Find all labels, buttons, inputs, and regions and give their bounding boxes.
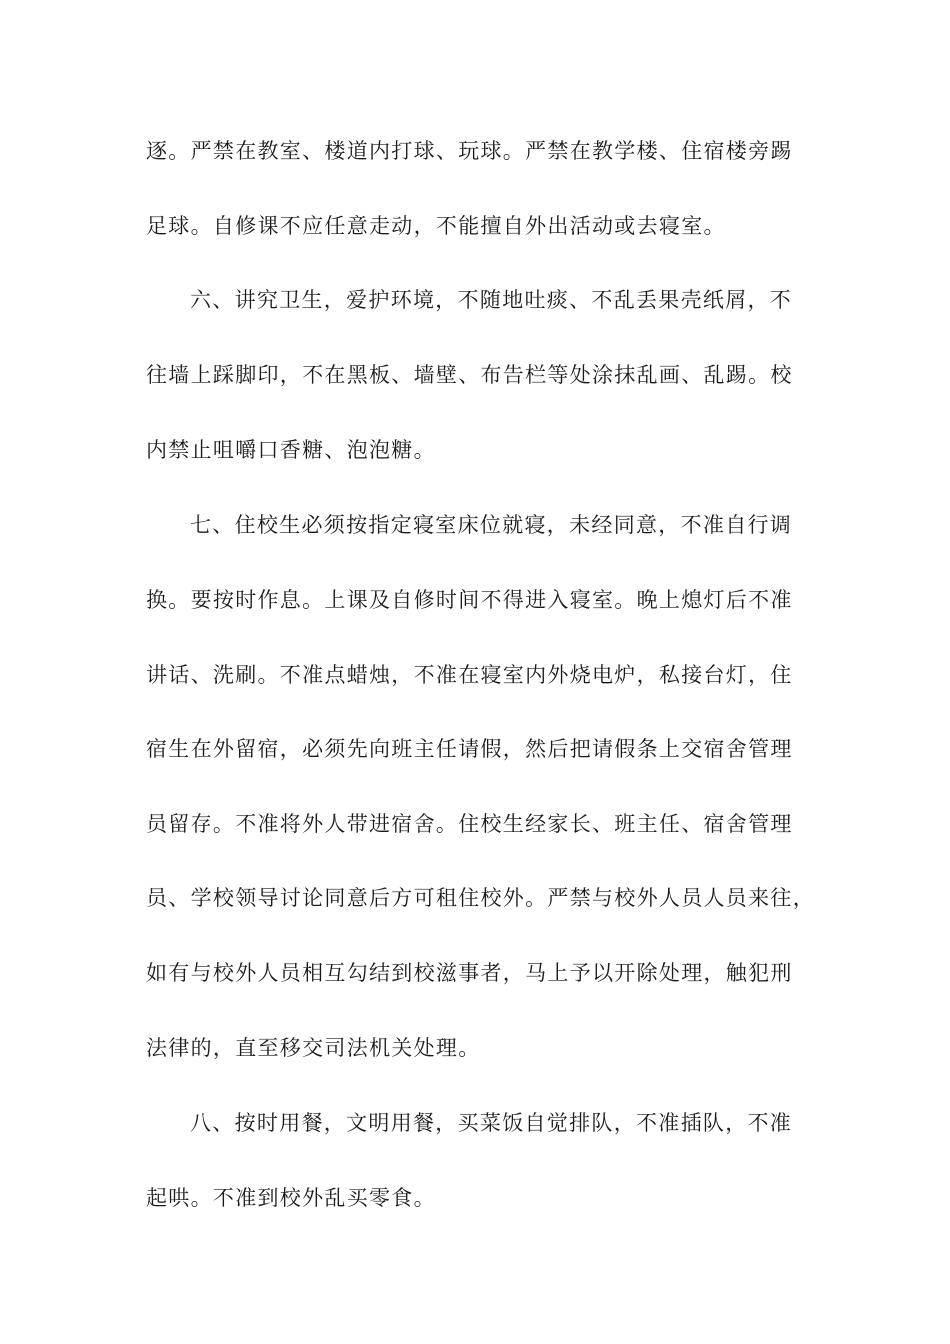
text-line: 换。要按时作息。上课及自修时间不得进入寝室。晚上熄灯后不准 [146,588,793,612]
text-line: 往墙上踩脚印，不在黑板、墙壁、布告栏等处涂抹乱画、乱踢。校 [146,363,793,387]
text-line: 宿生在外留宿，必须先向班主任请假，然后把请假条上交宿舍管理 [146,737,793,761]
text-line: 逐。严禁在教室、楼道内打球、玩球。严禁在教学楼、住宿楼旁踢 [146,139,793,163]
paragraph-7-first-line: 七、住校生必须按指定寝室床位就寝，未经同意，不准自行调 [190,513,793,537]
text-line: 起哄。不准到校外乱买零食。 [146,1186,436,1210]
text-line: 足球。自修课不应任意走动，不能擅自外出活动或去寝室。 [146,214,726,238]
text-line: 员留存。不准将外人带进宿舍。住校生经家长、班主任、宿舍管理 [146,812,793,836]
paragraph-8-first-line: 八、按时用餐，文明用餐，买菜饭自觉排队，不准插队，不准 [190,1111,793,1135]
paragraph-6-first-line: 六、讲究卫生，爱护环境，不随地吐痰、不乱丢果壳纸屑，不 [190,288,793,312]
text-line: 如有与校外人员相互勾结到校滋事者，马上予以开除处理，触犯刑 [146,961,793,985]
text-line: 讲话、洗刷。不准点蜡烛，不准在寝室内外烧电炉，私接台灯，住 [146,663,793,687]
text-line: 员、学校领导讨论同意后方可租住校外。严禁与校外人员人员来往， [146,886,815,910]
text-line: 法律的，直至移交司法机关处理。 [146,1036,481,1060]
text-line: 内禁止咀嚼口香糖、泡泡糖。 [146,438,436,462]
